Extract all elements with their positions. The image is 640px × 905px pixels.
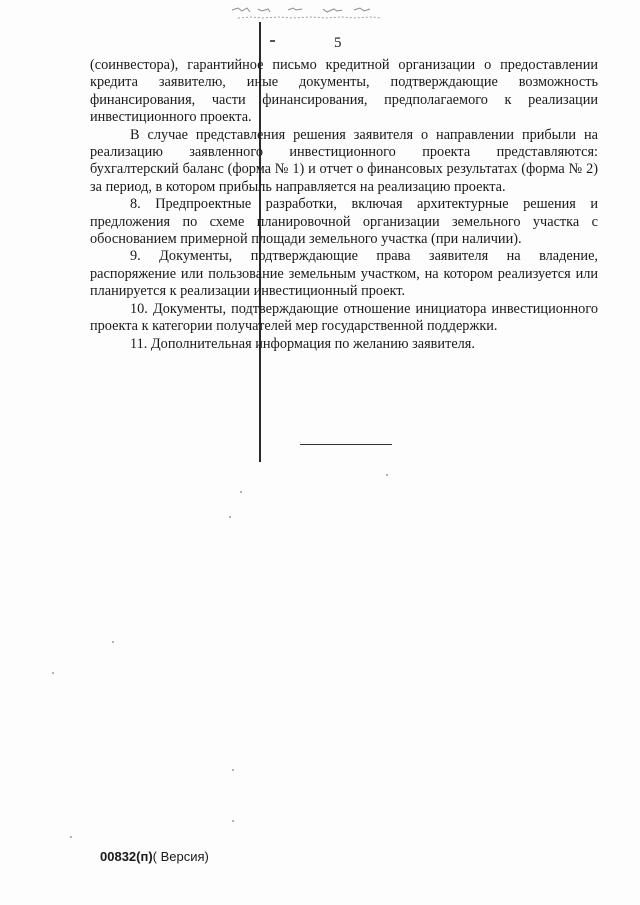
paragraph-item-9: 9. Документы, подтверждающие права заявителя на владение, распоряжение или пользование земельным участком, на котором реализуется или планируется к реализации инвестиционный проект.: [90, 248, 598, 300]
scan-speck: [70, 836, 72, 838]
end-separator-line: [300, 444, 392, 445]
footer-version-label: ( Версия): [152, 849, 209, 864]
scan-speck: [229, 516, 231, 518]
paragraph-funding-docs: (соинвестора), гарантийное письмо кредитной организации о предоставлении кредита заявителю, иные документы, подтверждающие возможность финансирования, части финансирования, предполагаемого к реализации инвестиционного проекта.: [90, 57, 598, 126]
paragraph-item-8: 8. Предпроектные разработки, включая архитектурные решения и предложения по схеме планировочной организации земельного участка с обоснованием примерной площади земельного участка (при наличии).: [90, 196, 598, 248]
scan-artifact: [228, 6, 398, 22]
footer-document-code: [100, 849, 209, 864]
paragraph-item-11: 11. Дополнительная информация по желанию заявителя.: [130, 335, 475, 352]
scan-speck: [386, 474, 388, 476]
scan-speck: [240, 491, 242, 493]
page-number: 5: [334, 35, 342, 51]
scan-tick-mark: [270, 40, 275, 42]
scan-speck: [112, 641, 114, 643]
body-text: [90, 57, 598, 353]
footer-code-number: 00832(п): [100, 849, 153, 864]
paragraph-item-10: 10. Документы, подтверждающие отношение инициатора инвестиционного проекта к категории получателей мер государственной поддержки.: [90, 300, 598, 335]
scan-speck: [232, 820, 234, 822]
paragraph-profit-decision: В случае представления решения заявителя о направлении прибыли на реализацию заявленного инвестиционного проекта представляются: бухгалтерский баланс (форма № 1) и отчет о финансовых результатах (форма № 2) за период, в котором прибыль направляется на реализацию проекта.: [90, 126, 598, 195]
scan-speck: [232, 769, 234, 771]
scan-speck: [52, 672, 54, 674]
